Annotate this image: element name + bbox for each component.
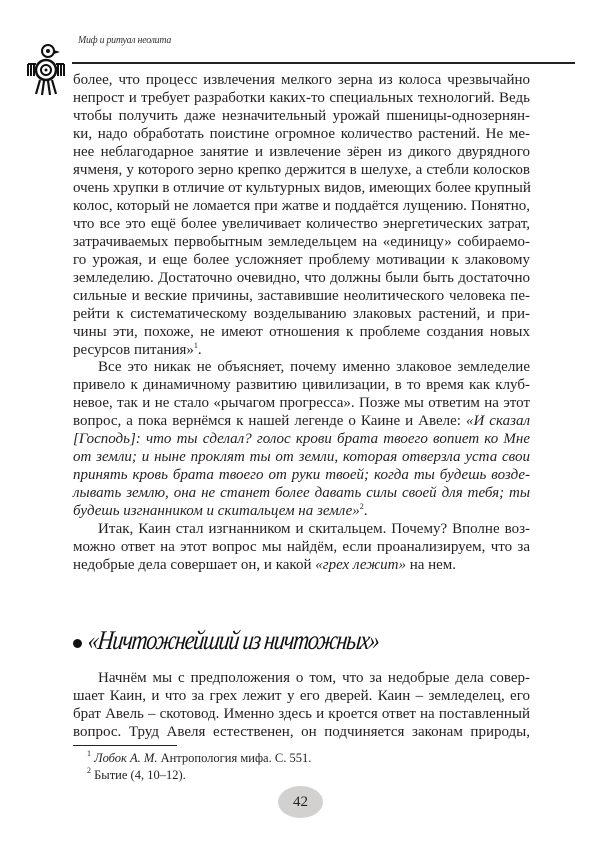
text-line — [73, 305, 530, 323]
text-segment: колос, который не ломается при жатве и поддаётся лущению. Понятно, — [73, 198, 530, 214]
paragraph-continued — [73, 71, 530, 359]
text-line — [73, 502, 530, 520]
text-segment: «грех лежит» — [315, 557, 406, 573]
text-segment: на нем. — [405, 557, 457, 573]
footnote-ref: 2 — [359, 502, 364, 511]
text-line — [73, 484, 530, 502]
paragraph-all-this — [73, 358, 530, 520]
text-line — [73, 358, 530, 376]
text-segment: очень хрупки в отличие от культурных видов, имеющих более крупный — [73, 180, 531, 196]
text-line — [73, 538, 530, 556]
text-line — [73, 394, 530, 412]
text-segment: Начнём мы с предположения о том, что за недобрые дела совер- — [98, 670, 530, 686]
running-title: Миф и ритуал неолита — [78, 34, 172, 46]
text-line — [73, 448, 530, 466]
text-line — [73, 89, 530, 107]
footnote-rule — [73, 745, 177, 746]
text-segment: непрост и требует разработки каких-то специальных технологий. Ведь — [73, 90, 530, 106]
text-segment: шает Каин, и что за грех лежит у его дверей. Каин – земледелец, его — [73, 688, 530, 704]
page-number: 42 — [278, 786, 323, 818]
text-segment: ресурсов питания» — [73, 342, 194, 358]
paragraph-lets-begin — [73, 669, 530, 741]
text-line — [73, 466, 530, 484]
text-segment: «И сказал — [465, 413, 531, 429]
text-line — [73, 669, 530, 687]
text-line — [73, 269, 530, 287]
text-segment: [Господь]: что ты сделал? голос крови брата твоего вопиет ко Мне — [73, 431, 530, 447]
text-segment: Итак, Каин стал изгнанником и скитальцем. Почему? Вполне воз- — [98, 521, 530, 537]
text-segment: го урожая, и еще более усложняет проблему мотивации к злаковому — [73, 252, 530, 268]
text-segment: чины эти, похоже, не имеют отношения к проблеме создания новых — [73, 324, 530, 340]
footnote-text: Бытие (4, 10–12). — [94, 768, 186, 782]
bird-logo-icon — [26, 42, 66, 100]
section-heading — [73, 620, 443, 660]
text-line — [73, 251, 530, 269]
footnote-1 — [87, 750, 311, 767]
text-segment: от земли; и ныне проклят ты от земли, которая отверзла уста свои — [73, 449, 530, 465]
text-segment: более, что процесс извлечения мелкого зерна из колоса чрезвычайно — [73, 72, 530, 88]
text-line — [73, 125, 530, 143]
text-line — [73, 520, 530, 538]
text-segment: чтобы получить даже незначительный урожай пшеницы-однозернян- — [73, 108, 530, 124]
text-segment: Все это никак не объясняет, почему именно злаковое земледелие — [98, 359, 530, 375]
text-line — [73, 341, 530, 359]
text-segment: ячменя, у которого зерно крепко держится в шелухе, а стебли колосков — [73, 162, 530, 178]
text-line — [73, 323, 530, 341]
text-segment: брат Авель – скотовод. Именно здесь и кроется ответ на поставленный — [73, 706, 530, 722]
text-line — [73, 233, 530, 251]
text-segment: что все это ещё более увеличивает количество энергетических затрат, — [73, 216, 530, 232]
text-line — [73, 197, 530, 215]
text-line — [73, 705, 530, 723]
text-line — [73, 287, 530, 305]
text-line — [73, 161, 530, 179]
footnote-ref: 1 — [193, 341, 198, 350]
footnote-author: Лобок А. М. — [94, 751, 158, 765]
text-segment: нее неблагодарное занятие и извлечение зёрен из дикого двурядного — [73, 144, 530, 160]
text-line — [73, 143, 530, 161]
text-segment: сильные и веские причины, заставившие неолитического человека пе- — [73, 288, 530, 304]
text-segment: недобрые дела совершает он, и какой — [73, 557, 316, 573]
text-segment: лывать землю, она не станет более давать силы своей для тебя; ты — [73, 485, 530, 501]
text-segment: рейти к систематическому возделыванию злаковых растений, и при- — [73, 306, 530, 322]
section-heading-text: «Ничтожнейший из ничтожных» — [86, 624, 381, 655]
text-line — [73, 376, 530, 394]
footnote-text: Антропология мифа. С. 551. — [157, 751, 312, 765]
text-line — [73, 412, 530, 430]
paragraph-so-cain — [73, 520, 530, 574]
bullet-icon — [73, 639, 82, 648]
text-segment: вопрос, а пока вернёмся к нашей легенде о Каине и Авеле: — [73, 413, 466, 429]
text-segment: принять кровь брата твоего от руки твоей; когда ты будешь возде- — [73, 467, 530, 483]
text-line — [73, 556, 530, 574]
text-segment: будешь изгнанником и скитальцем на земле» — [73, 503, 360, 519]
text-line — [73, 687, 530, 705]
footnotes — [87, 750, 311, 784]
text-segment: . — [197, 342, 202, 358]
text-segment: вопрос. Труд Авеля естественен, он подчиняется законам природы, — [73, 724, 530, 740]
text-segment: можно ответ на этот вопрос мы найдём, если проанализируем, что за — [73, 539, 530, 555]
footnote-marker: 1 — [87, 749, 91, 758]
footnote-marker: 2 — [87, 766, 91, 775]
text-segment: земледелию. Достаточно очевидно, что должны были быть достаточно — [73, 270, 530, 286]
text-segment: затрачиваемых первобытным земледельцем на «единицу» собираемо- — [73, 234, 530, 250]
text-line — [73, 179, 530, 197]
header-rule — [72, 62, 575, 64]
text-segment: привело к динамичному развитию цивилизации, в то время как клуб- — [73, 377, 530, 393]
text-line — [73, 215, 530, 233]
text-segment: ки, надо обработать поистине огромное количество растений. Не ме- — [73, 126, 530, 142]
text-segment: невое, так и не стало «рычагом прогресса». Позже мы ответим на этот — [73, 395, 530, 411]
text-line — [73, 107, 530, 125]
text-line — [73, 430, 530, 448]
text-line — [73, 71, 530, 89]
text-line — [73, 723, 530, 741]
footnote-2 — [87, 767, 311, 784]
text-segment: . — [363, 503, 368, 519]
